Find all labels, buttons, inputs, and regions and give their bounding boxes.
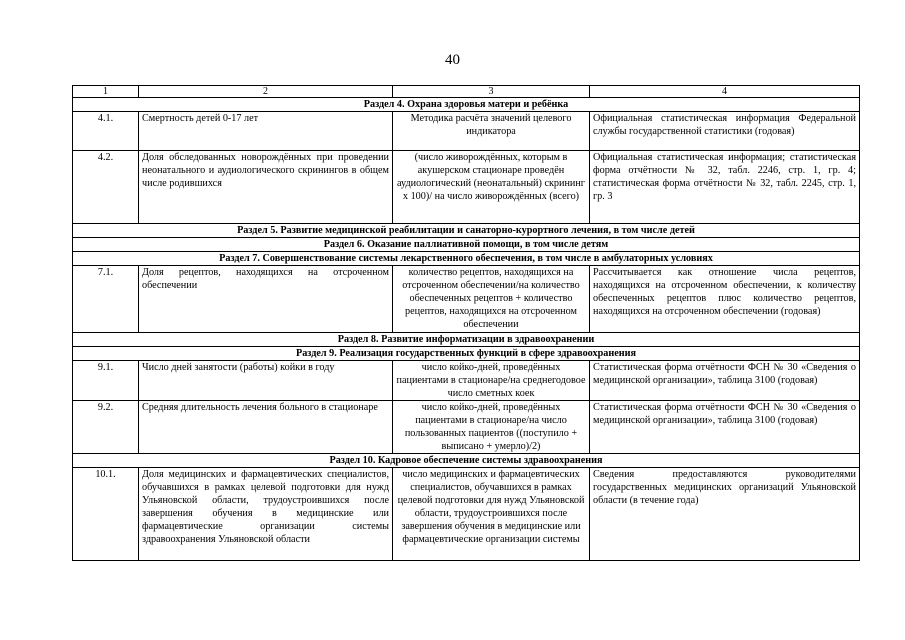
column-number: 3 xyxy=(393,86,590,98)
indicator-number: 9.1. xyxy=(73,361,139,401)
section-title: Раздел 10. Кадровое обеспечение системы здравоохранения xyxy=(73,454,860,468)
calculation-method: число медицинских и фармацевтических специалистов, обучавшихся в рамках целевой подготовки для нужд Ульяновской области, трудоустроившихся после завершения обучения в медицинские или фармацевтические организации системы xyxy=(393,468,590,561)
calculation-method: число койко-дней, проведённых пациентами в стационаре/на среднегодовое число сметных коек xyxy=(393,361,590,401)
page-number: 40 xyxy=(445,52,460,68)
section-header-row xyxy=(73,238,860,252)
data-source: Официальная статистическая информация; статистическая форма отчётности № 32, табл. 2246, стр. 1, гр. 4; статистическая форма отчётности № 32, табл. 2245, стр. 1, гр. 3 xyxy=(590,151,860,224)
indicator-row xyxy=(73,468,860,561)
data-source: Статистическая форма отчётности ФСН № 30 «Сведения о медицинской организации», таблица 3100 (годовая) xyxy=(590,361,860,401)
indicator-name: Доля обследованных новорождённых при проведении неонатального и аудиологического скринингов в общем числе родившихся xyxy=(139,151,393,224)
section-header-row xyxy=(73,454,860,468)
section-title: Раздел 4. Охрана здоровья матери и ребёнка xyxy=(73,98,860,112)
indicator-row xyxy=(73,151,860,224)
indicator-number: 7.1. xyxy=(73,266,139,333)
indicator-row xyxy=(73,401,860,454)
indicator-number: 9.2. xyxy=(73,401,139,454)
section-header-row xyxy=(73,224,860,238)
indicator-row xyxy=(73,112,860,151)
data-source: Статистическая форма отчётности ФСН № 30 «Сведения о медицинской организации», таблица 3100 (годовая) xyxy=(590,401,860,454)
data-source: Официальная статистическая информация Федеральной службы государственной статистики (годовая) xyxy=(590,112,860,151)
indicator-row xyxy=(73,361,860,401)
section-title: Раздел 6. Оказание паллиативной помощи, в том числе детям xyxy=(73,238,860,252)
section-header-row xyxy=(73,252,860,266)
calculation-method: количество рецептов, находящихся на отсроченном обеспечении/на количество обеспеченных рецептов + количество рецептов, находящихся на отсроченном обеспечении xyxy=(393,266,590,333)
indicator-number: 10.1. xyxy=(73,468,139,561)
section-header-row xyxy=(73,98,860,112)
indicators-table xyxy=(72,85,860,561)
calculation-method: (число живорождённых, которым в акушерском стационаре проведён аудиологический (неонатальный) скрининг х 100)/ на число живорождённых (всего) xyxy=(393,151,590,224)
indicator-number: 4.2. xyxy=(73,151,139,224)
indicator-name: Доля рецептов, находящихся на отсроченном обеспечении xyxy=(139,266,393,333)
indicator-row xyxy=(73,266,860,333)
section-title: Раздел 5. Развитие медицинской реабилитации и санаторно-курортного лечения, в том числе детей xyxy=(73,224,860,238)
column-number: 4 xyxy=(590,86,860,98)
section-title: Раздел 8. Развитие информатизации в здравоохранении xyxy=(73,333,860,347)
calculation-method: Методика расчёта значений целевого индикатора xyxy=(393,112,590,151)
indicator-number: 4.1. xyxy=(73,112,139,151)
indicator-name: Число дней занятости (работы) койки в году xyxy=(139,361,393,401)
section-title: Раздел 9. Реализация государственных функций в сфере здравоохранения xyxy=(73,347,860,361)
section-header-row xyxy=(73,347,860,361)
indicator-name: Смертность детей 0-17 лет xyxy=(139,112,393,151)
column-number: 1 xyxy=(73,86,139,98)
section-header-row xyxy=(73,333,860,347)
data-source: Рассчитывается как отношение числа рецептов, находящихся на отсроченном обеспечении, к количеству обеспеченных рецептов плюс количество рецептов, находящихся на отсроченном обеспечении (годовая) xyxy=(590,266,860,333)
calculation-method: число койко-дней, проведённых пациентами в стационаре/на число пользованных пациентов ((поступило + выписано + умерло)/2) xyxy=(393,401,590,454)
data-source: Сведения предоставляются руководителями государственных медицинских организаций Ульяновской области (в течение года) xyxy=(590,468,860,561)
section-title: Раздел 7. Совершенствование системы лекарственного обеспечения, в том числе в амбулаторных условиях xyxy=(73,252,860,266)
column-number-row xyxy=(73,86,860,98)
column-number: 2 xyxy=(139,86,393,98)
indicator-name: Доля медицинских и фармацевтических специалистов, обучавшихся в рамках целевой подготовки для нужд Ульяновской области, трудоустроившихся после завершения обучения в медицинские или фармацевтические организации системы здравоохранения Ульяновской области xyxy=(139,468,393,561)
indicator-name: Средняя длительность лечения больного в стационаре xyxy=(139,401,393,454)
